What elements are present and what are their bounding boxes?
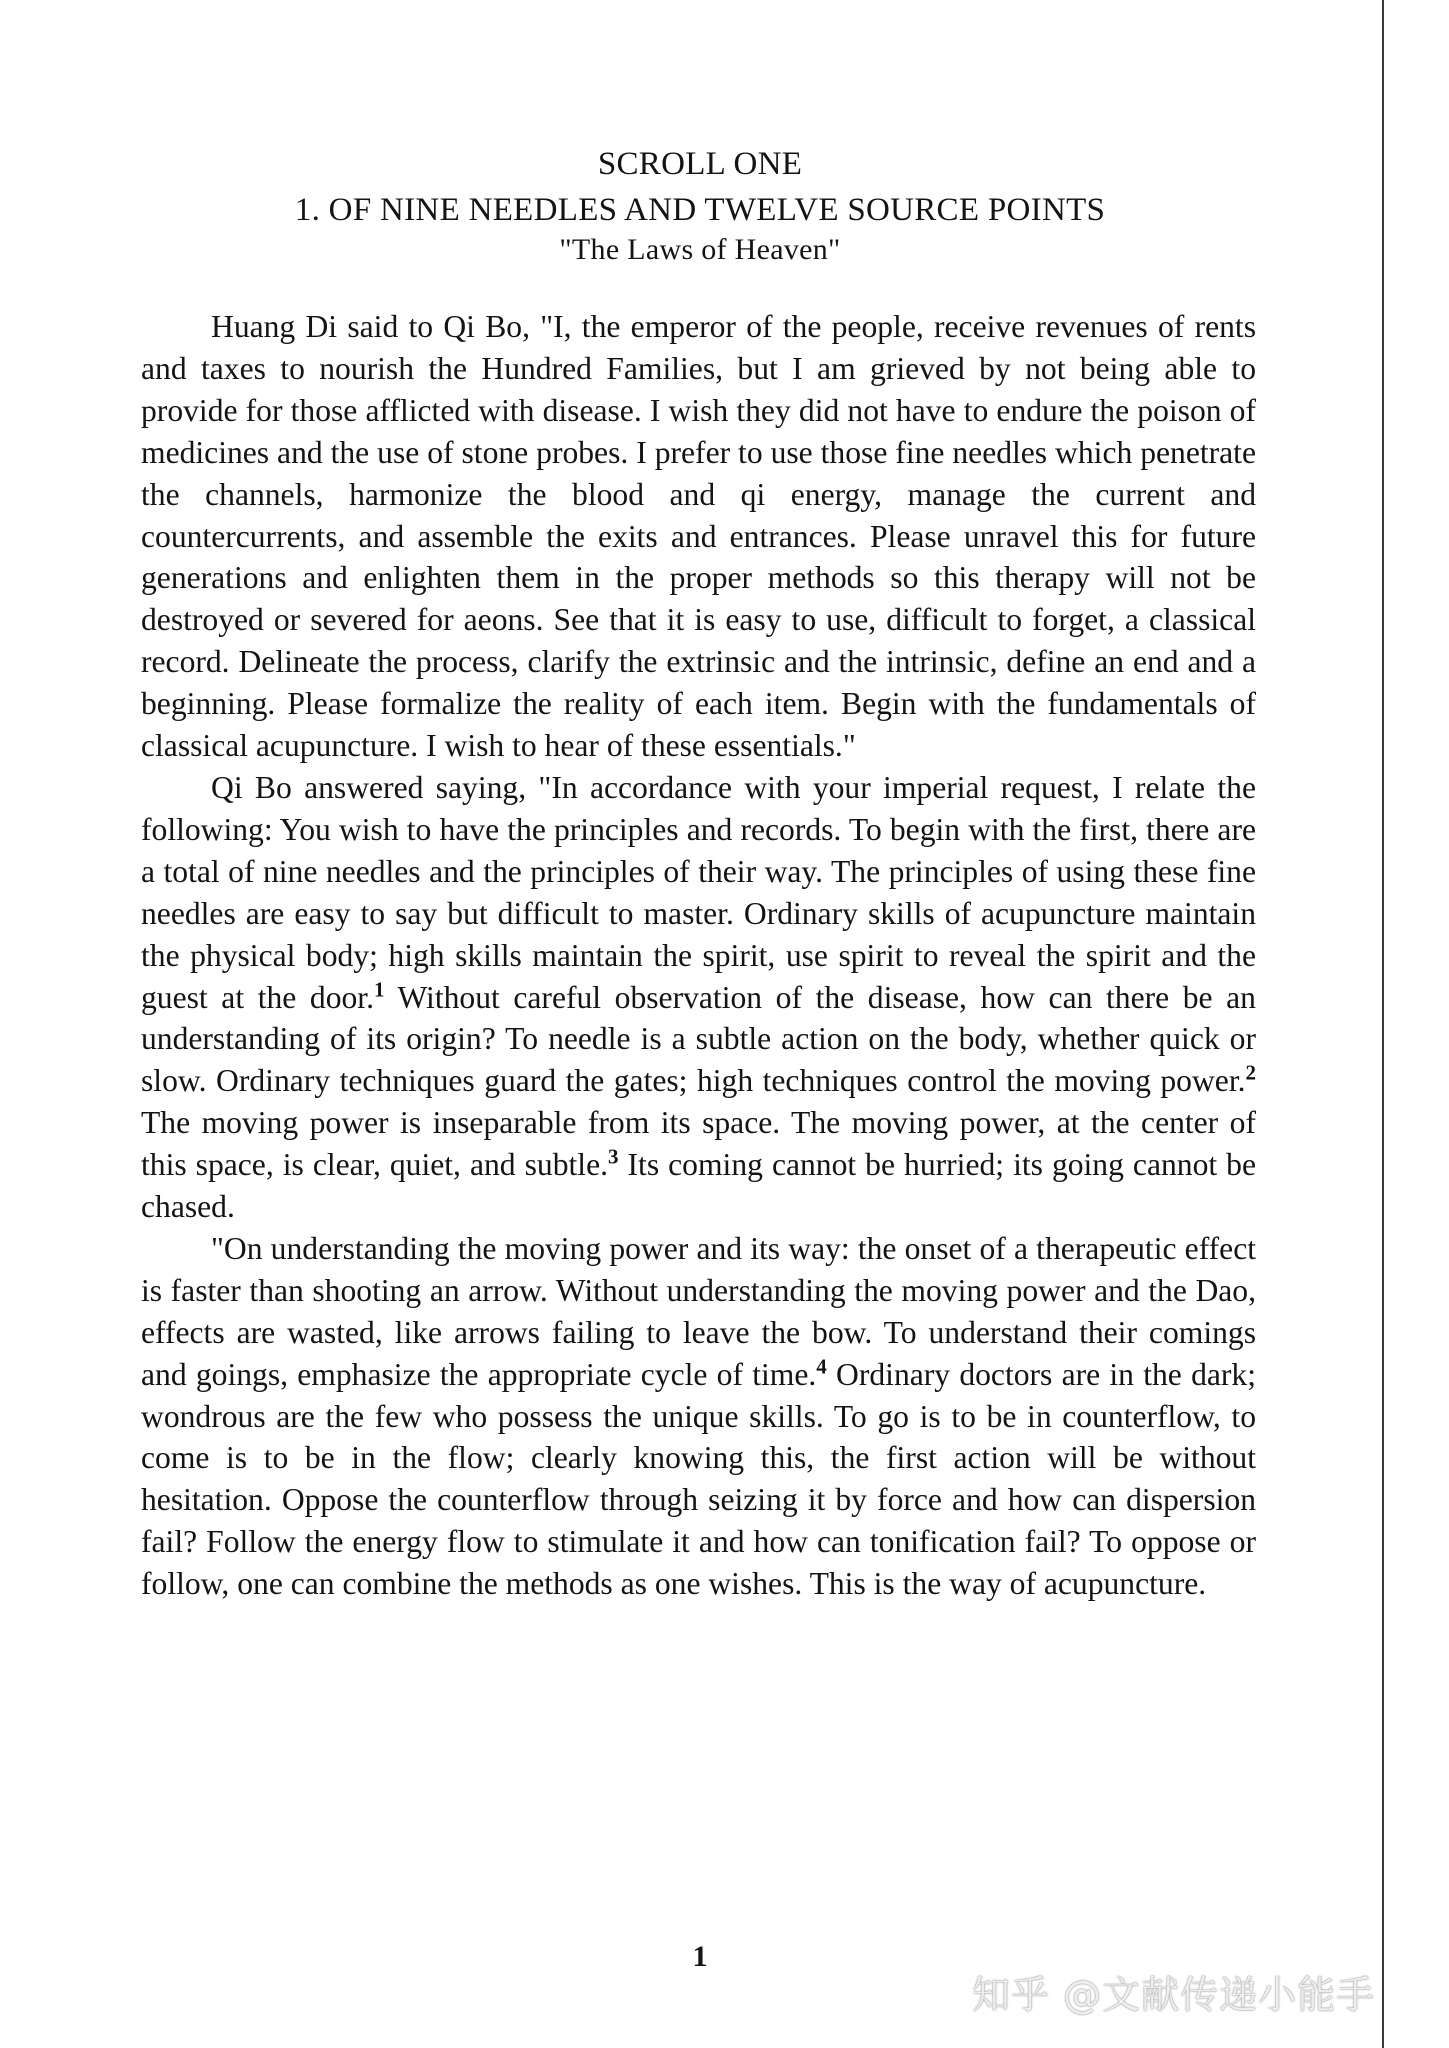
text-run: Qi Bo answered saying, "In accordance with your imperial request, I relate the following: You wish to have the principles and records. To begin with the first, there are a total of nine needles and the principles of their way. The principles of using these fine needles are easy to say but difficult to master. Ordinary skills of acupuncture maintain the physical body; high skills maintain the spirit, use spirit to reveal the spirit and the guest at the door. — [141, 769, 1256, 1015]
page-number: 1 — [692, 1940, 708, 1973]
text-run: Huang Di said to Qi Bo, "I, the emperor of the people, receive revenues of rents and taxes to nourish the Hundred Families, but I am grieved by not being able to provide for those afflicted with disease. I wish they did not have to endure the poison of medicines and the use of stone probes. I prefer to use those fine needles which penetrate the channels, harmonize the blood and qi energy, manage the current and countercurrents, and assemble the exits and entrances. Please unravel this for future generations and enlighten them in the proper methods so this therapy will not be destroyed or severed for aeons. See that it is easy to use, difficult to forget, a classical record. Delineate the process, clarify the extrinsic and the intrinsic, define an end and a beginning. Please formalize the reality of each item. Begin with the fundamentals of classical acupuncture. I wish to hear of these essentials." — [141, 309, 1256, 764]
text-run: The moving power is inseparable from its space. The moving power, at the center of this space, is clear, quiet, and subtle. — [141, 1105, 1256, 1183]
footnote-marker: 3 — [608, 1144, 619, 1169]
text-run: Without careful observation of the disease, how can there be an understanding of its origin? To needle is a subtle action on the body, whether quick or slow. Ordinary techniques guard the gates; high techniques control the moving power. — [141, 979, 1256, 1099]
paragraph-qi-bo — [141, 767, 1256, 1228]
chapter-title: 1. OF NINE NEEDLES AND TWELVE SOURCE POINTS — [294, 192, 1106, 228]
text-run: Its coming cannot be hurried; its going cannot be chased. — [141, 1147, 1256, 1225]
chapter-subtitle: "The Laws of Heaven" — [559, 233, 841, 266]
body-text — [141, 306, 1256, 1605]
footnote-marker: 2 — [1245, 1060, 1256, 1085]
paragraph-huang-di — [141, 306, 1256, 767]
page-edge-line — [1382, 0, 1384, 2048]
text-run: Ordinary doctors are in the dark; wondrous are the few who possess the unique skills. To go is to be in counterflow, to come is to be in the flow; clearly knowing this, the first action will be without hesitation. Oppose the counterflow through seizing it by force and how can dispersion fail? Follow the energy flow to stimulate it and how can tonification fail? To oppose or follow, one can combine the methods as one wishes. This is the way of acupuncture. — [141, 1356, 1256, 1602]
footnote-marker: 1 — [373, 976, 385, 1001]
watermark: 知乎 @文献传递小能手 — [972, 1973, 1376, 2017]
text-run: "On understanding the moving power and its way: the onset of a therapeutic effect is faster than shooting an arrow. Without understanding the moving power and the Dao, effects are wasted, like arrows failing to leave the bow. To understand their comings and goings, emphasize the appropriate cycle of time. — [141, 1230, 1256, 1392]
paragraph-moving-power — [141, 1228, 1256, 1605]
footnote-marker: 4 — [816, 1354, 827, 1379]
scroll-title: SCROLL ONE — [597, 146, 803, 182]
